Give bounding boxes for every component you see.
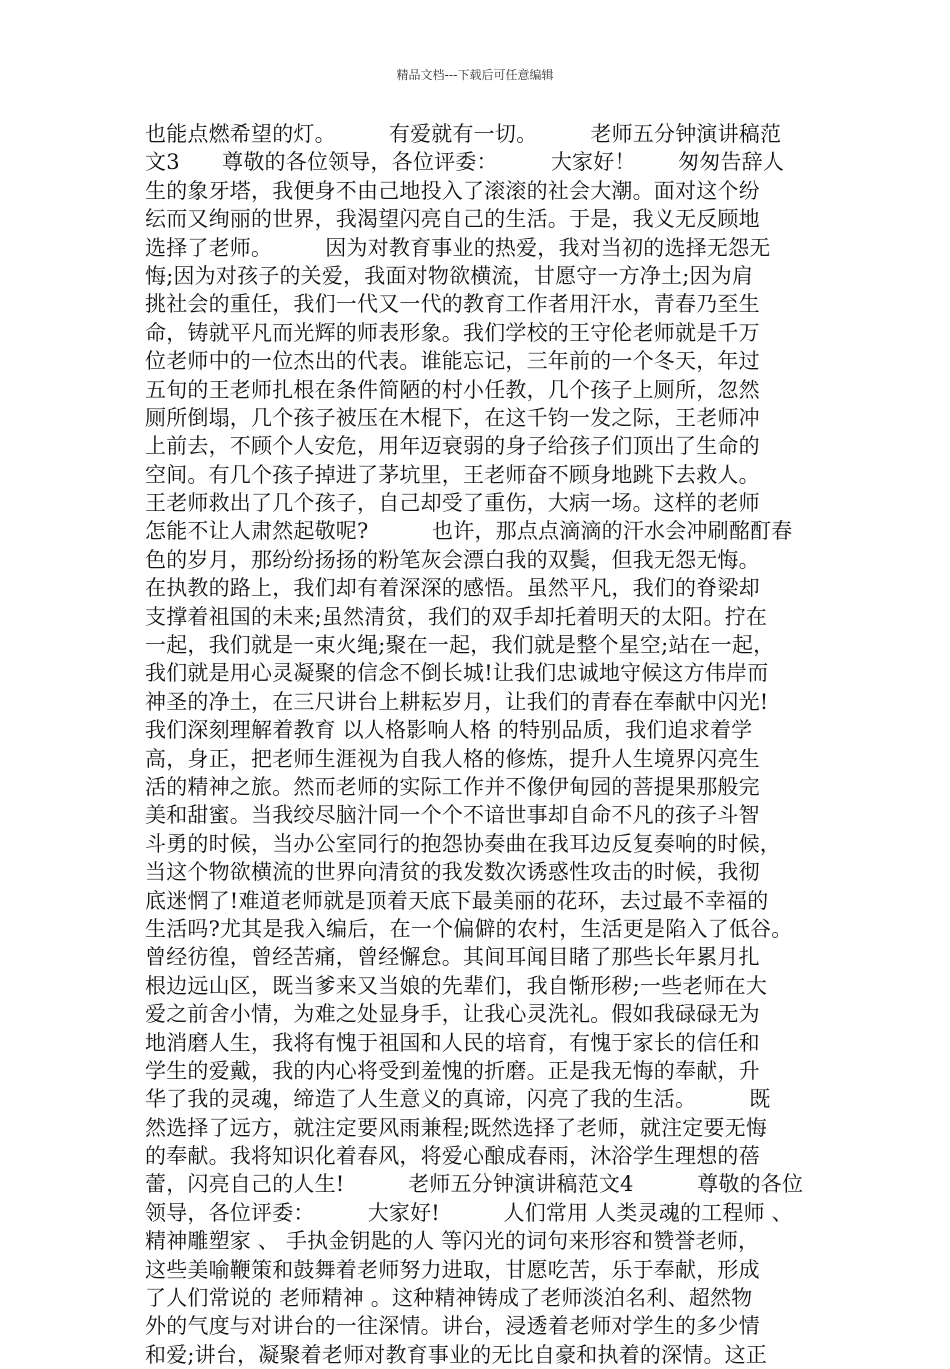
body-line: 华了我的灵魂，缔造了人生意义的真谛，闪亮了我的生活。 既 <box>145 1087 771 1112</box>
body-line: 我们就是用心灵凝聚的信念不倒长城!让我们忠诚地守候这方伟岸而 <box>145 661 769 686</box>
body-line: 选择了老师。 因为对教育事业的热爱，我对当初的选择无怨无 <box>145 235 771 260</box>
body-line: 怎能不让人肃然起敬呢? 也许，那点点滴滴的汗水会冲刷酩酊春 <box>145 519 793 544</box>
body-line: 也能点燃希望的灯。 有爱就有一切。 老师五分钟演讲稿范 <box>145 122 782 146</box>
body-line: 斗勇的时候，当办公室同行的抱怨协奏曲在我耳边反复奏响的时候， <box>145 831 781 856</box>
body-line: 上前去，不顾个人安危，用年迈衰弱的身子给孩子们顶出了生命的 <box>145 434 760 459</box>
body-line: 根边远山区，既当爹来又当娘的先辈们，我自惭形秽;一些老师在大 <box>145 973 768 998</box>
body-line: 位老师中的一位杰出的代表。谁能忘记，三年前的一个冬天，年过 <box>145 349 760 374</box>
body-line: 纭而又绚丽的世界，我渴望闪亮自己的生活。于是，我义无反顾地 <box>145 207 760 232</box>
page-header: 精品文档---下载后可任意编辑 <box>396 68 554 82</box>
body-line: 空间。有几个孩子掉进了茅坑里，王老师奋不顾身地跳下去救人。 <box>145 462 760 487</box>
body-line: 了人们常说的 老师精神 。这种精神铸成了老师淡泊名利、超然物 <box>145 1286 753 1311</box>
body-line: 高，身正，把老师生涯视为自我人格的修炼，提升人生境界闪亮生 <box>145 746 760 771</box>
body-line: 挑社会的重任，我们一代又一代的教育工作者用汗水，青春乃至生 <box>145 292 760 317</box>
body-line: 外的气度与对讲台的一往深情。讲台，浸透着老师对学生的多少情 <box>145 1314 760 1339</box>
body-line: 悔;因为对孩子的关爱，我面对物欲横流，甘愿守一方净土;因为肩 <box>145 263 754 288</box>
body-line: 当这个物欲横流的世界向清贫的我发数次诱惑性攻击的时候，我彻 <box>145 860 760 885</box>
body-line: 然选择了远方，就注定要风雨兼程;既然选择了老师，就注定要无悔 <box>145 1115 768 1140</box>
body-line: 命，铸就平凡而光辉的师表形象。我们学校的王守伦老师就是千万 <box>145 320 760 345</box>
body-line: 爱之前舍小情，为难之处显身手，让我心灵洗礼。假如我碌碌无为 <box>145 1002 760 1027</box>
body-line: 精神雕塑家 、 手执金钥匙的人 等闪光的词句来形容和赞誉老师， <box>145 1229 760 1254</box>
body-line: 支撑着祖国的未来;虽然清贫，我们的双手却托着明天的太阳。拧在 <box>145 604 768 629</box>
body-line: 文3 尊敬的各位领导，各位评委： 大家好！ 匆匆告辞人 <box>145 150 785 175</box>
document-body <box>145 120 835 1369</box>
body-line: 一起，我们就是一束火绳;聚在一起，我们就是整个星空;站在一起， <box>145 633 775 658</box>
body-line: 生活吗?尤其是我入编后，在一个偏僻的农村，生活更是陷入了低谷。 <box>145 916 793 941</box>
body-line: 生的象牙塔，我便身不由己地投入了滚滚的社会大潮。面对这个纷 <box>145 178 760 203</box>
body-line: 地消磨人生，我将有愧于祖国和人民的培育，有愧于家长的信任和 <box>145 1030 760 1055</box>
body-line: 这些美喻鞭策和鼓舞着老师努力进取，甘愿吃苦，乐于奉献，形成 <box>145 1257 760 1282</box>
body-line: 美和甜蜜。当我绞尽脑汁同一个个不谙世事却自命不凡的孩子斗智 <box>145 803 760 828</box>
body-line: 曾经彷徨，曾经苦痛，曾经懈怠。其间耳闻目睹了那些长年累月扎 <box>145 945 760 970</box>
body-line: 神圣的净土，在三尺讲台上耕耘岁月，让我们的青春在奉献中闪光! <box>145 689 769 714</box>
body-line: 领导，各位评委： 大家好! 人们常用 人类灵魂的工程师 、 <box>145 1200 793 1225</box>
body-line: 五旬的王老师扎根在条件简陋的村小任教，几个孩子上厕所，忽然 <box>145 377 760 402</box>
body-line: 蕾，闪亮自己的人生! 老师五分钟演讲稿范文4 尊敬的各位 <box>145 1172 804 1197</box>
body-line: 王老师救出了几个孩子，自己却受了重伤，大病一场。这样的老师 <box>145 491 760 516</box>
body-line: 的奉献。我将知识化着春风，将爱心酿成春雨，沐浴学生理想的蓓 <box>145 1144 760 1169</box>
body-line: 我们深刻理解着教育 以人格影响人格 的特别品质，我们追求着学 <box>145 718 753 743</box>
body-line: 色的岁月，那纷纷扬扬的粉笔灰会漂白我的双鬓，但我无怨无悔。 <box>145 547 760 572</box>
body-line: 厕所倒塌，几个孩子被压在木棍下，在这千钧一发之际，王老师冲 <box>145 405 760 430</box>
body-line: 和爱;讲台，凝聚着老师对教育事业的无比自豪和执着的深情。这正 <box>145 1342 768 1367</box>
body-line: 在执教的路上，我们却有着深深的感悟。虽然平凡，我们的脊梁却 <box>145 576 760 601</box>
body-line: 底迷惘了!难道老师就是顶着天底下最美丽的花环，去过最不幸福的 <box>145 888 769 913</box>
body-line: 学生的爱戴，我的内心将受到羞愧的折磨。正是我无悔的奉献，升 <box>145 1058 760 1083</box>
body-line: 活的精神之旅。然而老师的实际工作并不像伊甸园的菩提果那般完 <box>145 774 760 799</box>
